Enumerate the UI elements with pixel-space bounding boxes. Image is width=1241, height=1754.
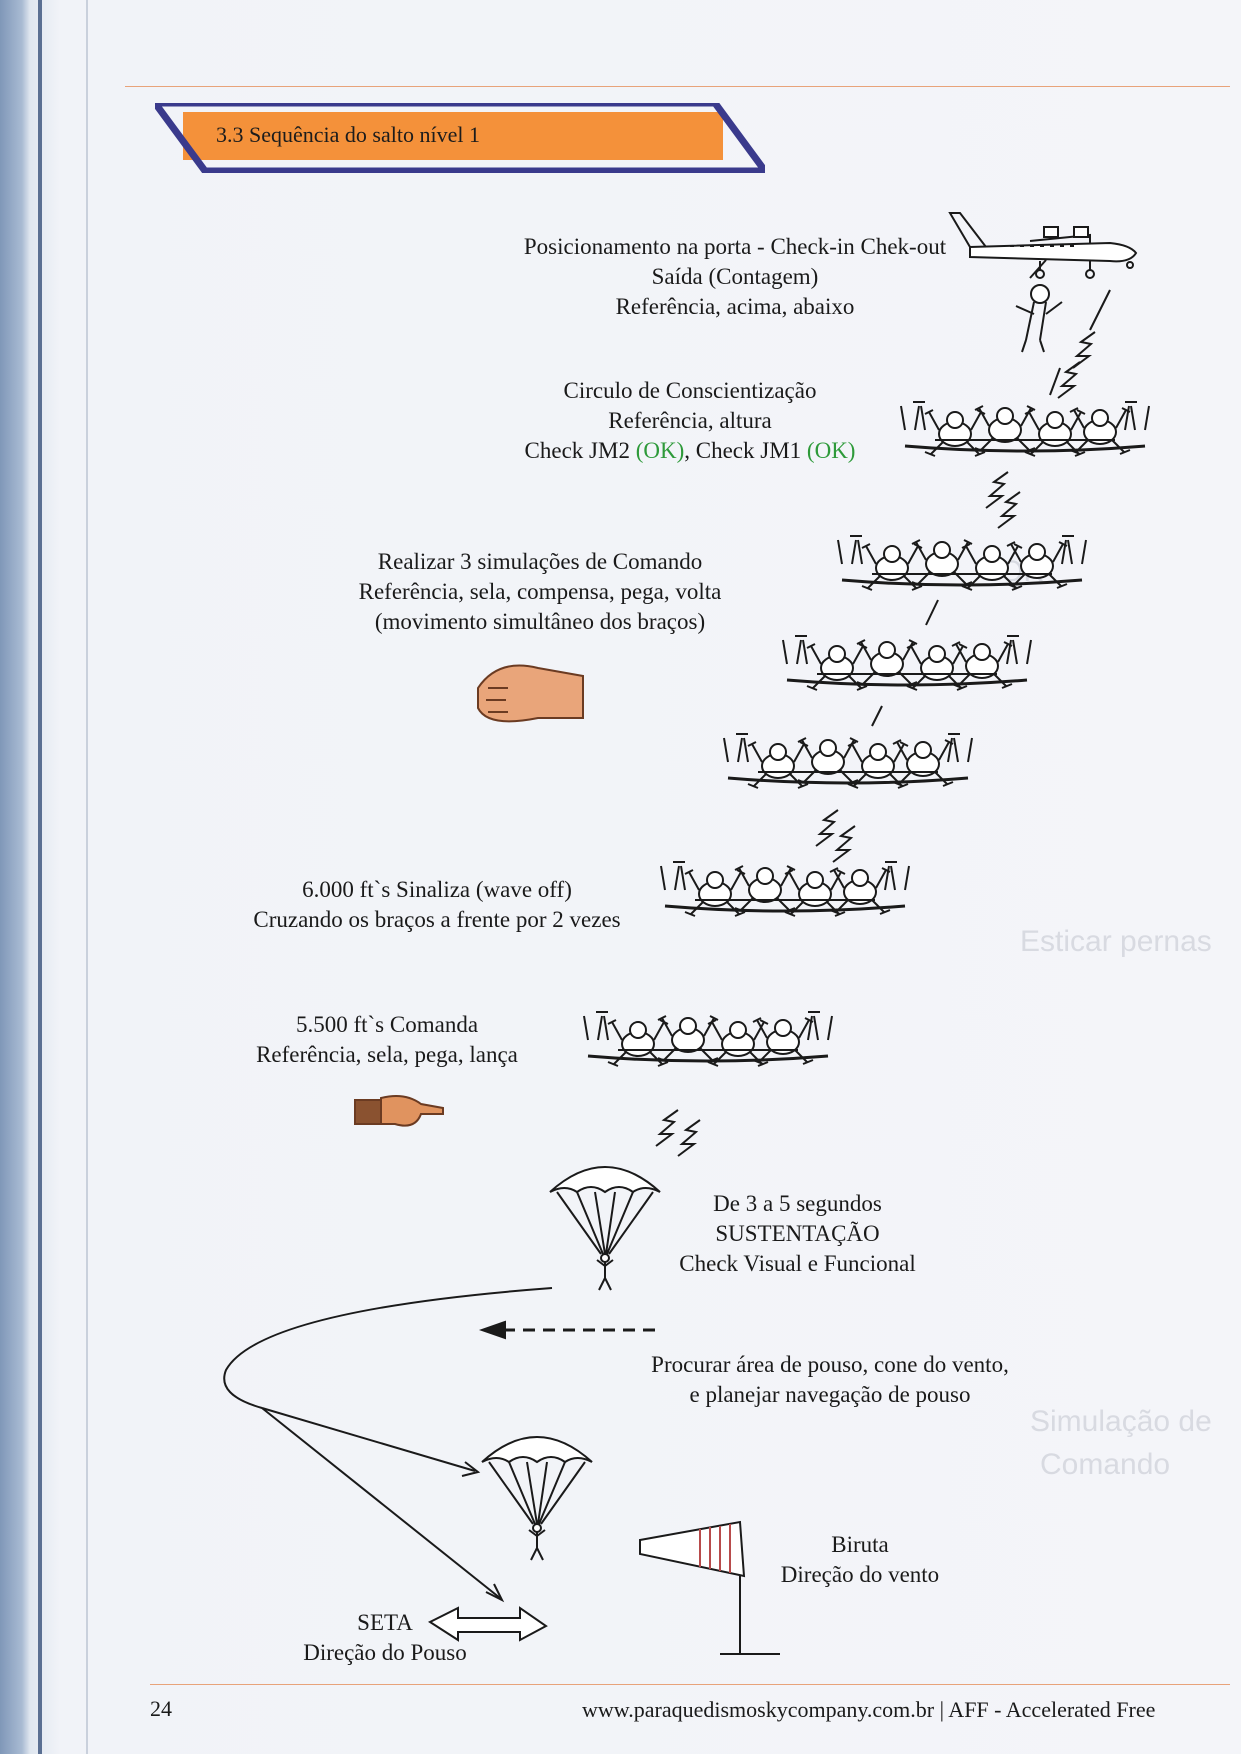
lightning-icon xyxy=(656,1110,678,1146)
step-command: 5.500 ft`s Comanda Referência, sela, pega, lança xyxy=(256,1012,518,1067)
path-arrow-1 xyxy=(262,1408,475,1471)
step-wave-off: 6.000 ft`s Sinaliza (wave off) Cruzando os braços a frente por 2 vezes xyxy=(253,877,621,932)
step-simulations: Realizar 3 simulações de Comando Referência, sela, compensa, pega, volta (movimento simultâneo dos braços) xyxy=(358,549,722,634)
page-number: 24 xyxy=(150,1696,172,1721)
skydiver-icon xyxy=(1016,260,1062,352)
formation-icon xyxy=(783,636,1031,690)
parachute-icon xyxy=(550,1167,660,1290)
windsock-label: Biruta Direção do vento xyxy=(780,1532,940,1587)
parachute-icon xyxy=(482,1437,592,1560)
show-through-text: Simulação de xyxy=(1030,1405,1212,1438)
down-arrow-icon xyxy=(1050,368,1060,395)
formation-icon xyxy=(901,402,1149,456)
step-circle: Circulo de Conscientização Referência, altura Check JM2 (OK), Check JM1 (OK) xyxy=(524,378,856,463)
path-arrow-2 xyxy=(262,1408,500,1598)
windsock-icon xyxy=(640,1522,780,1654)
lightning-icon xyxy=(678,1120,700,1156)
footer-url: www.paraquedismoskycompany.com.br | AFF - Accelerated Free xyxy=(582,1697,1156,1722)
arrow-label: SETA Direção do Pouso xyxy=(303,1610,467,1665)
lightning-icon xyxy=(1058,362,1080,398)
down-arrow-icon xyxy=(926,600,938,625)
section-title: 3.3 Sequência do salto nível 1 xyxy=(216,122,480,147)
step-landing-area: Procurar área de pouso, cone do vento, e planejar navegação de pouso xyxy=(651,1352,1009,1407)
step-door: Posicionamento na porta - Check-in Chek-out Saída (Contagem) Referência, acima, abaixo xyxy=(523,234,947,319)
ok-status: (OK) xyxy=(806,438,856,463)
lightning-icon xyxy=(833,826,855,862)
formation-icon xyxy=(838,536,1086,590)
step-sustain: De 3 a 5 segundos SUSTENTAÇÃO Check Visual e Funcional xyxy=(679,1191,916,1276)
show-through-text: Comando xyxy=(1040,1448,1171,1481)
flight-path xyxy=(224,1288,552,1408)
formation-icon xyxy=(661,862,909,916)
down-arrow-icon xyxy=(872,706,882,726)
pointing-hand-icon xyxy=(355,1096,443,1126)
ok-status: (OK) xyxy=(635,438,685,463)
formation-icon xyxy=(584,1012,832,1066)
right-arrow-icon xyxy=(430,1608,546,1640)
show-through-text: Esticar pernas xyxy=(1020,925,1212,958)
lightning-icon xyxy=(816,810,838,846)
show-through-text: OK xyxy=(1000,555,1044,588)
airplane-icon xyxy=(950,213,1136,278)
fist-hand-icon xyxy=(478,666,583,722)
formation-icon xyxy=(724,734,972,788)
lightning-icon xyxy=(1073,332,1095,368)
